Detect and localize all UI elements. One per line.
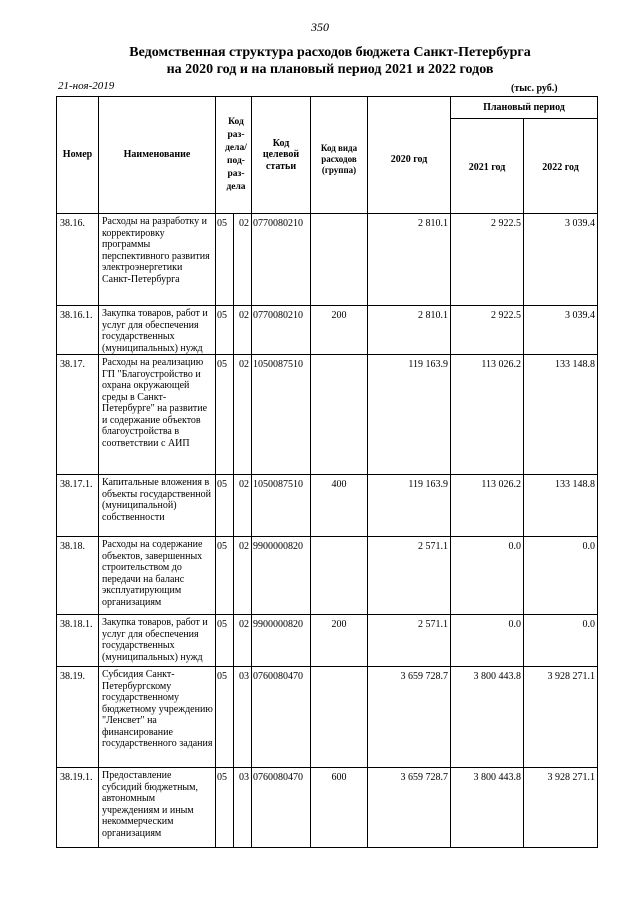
document-date: 21-ноя-2019	[58, 80, 115, 92]
row-number: 38.16.1.	[57, 306, 99, 355]
row-vr	[311, 355, 368, 475]
header-csr: Код целевой статьи	[252, 97, 311, 214]
row-2021: 113 026.2	[451, 355, 524, 475]
row-podrazdel: 02	[234, 355, 252, 475]
row-csr: 0770080210	[252, 214, 311, 306]
row-razdel: 05	[216, 768, 234, 848]
row-2020: 3 659 728.7	[368, 768, 451, 848]
row-vr: 200	[311, 306, 368, 355]
row-number: 38.17.	[57, 355, 99, 475]
row-2022: 3 928 271.1	[524, 768, 598, 848]
table-row	[57, 615, 598, 667]
table-row	[57, 306, 598, 355]
document-title	[60, 44, 600, 78]
row-name: Закупка товаров, работ и услуг для обеспечения государственных (муниципальных) нужд	[99, 615, 216, 667]
row-2020: 2 571.1	[368, 615, 451, 667]
row-csr: 0760080470	[252, 667, 311, 768]
header-2020: 2020 год	[368, 97, 451, 214]
row-name: Капитальные вложения в объекты государственной (муниципальной) собственности	[99, 475, 216, 537]
row-razdel: 05	[216, 475, 234, 537]
row-2021: 2 922.5	[451, 214, 524, 306]
title-line-2: на 2020 год и на плановый период 2021 и 2022 годов	[166, 62, 494, 77]
row-razdel: 05	[216, 355, 234, 475]
row-name: Предоставление субсидий бюджетным, автономным учреждениям и иным некоммерческим организациям	[99, 768, 216, 848]
row-2022: 0.0	[524, 615, 598, 667]
row-2020: 119 163.9	[368, 355, 451, 475]
row-csr: 0760080470	[252, 768, 311, 848]
row-podrazdel: 03	[234, 768, 252, 848]
row-2021: 3 800 443.8	[451, 768, 524, 848]
title-line-1: Ведомственная структура расходов бюджета Санкт-Петербурга	[129, 45, 531, 60]
row-2020: 3 659 728.7	[368, 667, 451, 768]
table-row	[57, 475, 598, 537]
row-2021: 2 922.5	[451, 306, 524, 355]
header-razdel-text: Код раз- дела/ под- раз- дела	[225, 117, 247, 192]
table-row	[57, 768, 598, 848]
row-number: 38.19.1.	[57, 768, 99, 848]
row-name: Закупка товаров, работ и услуг для обеспечения государственных (муниципальных) нужд	[99, 306, 216, 355]
row-vr	[311, 537, 368, 615]
row-podrazdel: 02	[234, 537, 252, 615]
header-2022: 2022 год	[524, 119, 598, 214]
row-2021: 0.0	[451, 615, 524, 667]
row-vr	[311, 667, 368, 768]
row-name: Расходы на разработку и корректировку программы перспективного развития электроэнергетики Санкт-Петербурга	[99, 214, 216, 306]
row-vr: 600	[311, 768, 368, 848]
table-row	[57, 667, 598, 768]
row-number: 38.17.1.	[57, 475, 99, 537]
row-razdel: 05	[216, 667, 234, 768]
header-planned-period: Плановый период	[451, 97, 598, 119]
units-label: (тыс. руб.)	[511, 83, 558, 94]
row-2021: 0.0	[451, 537, 524, 615]
row-podrazdel: 02	[234, 615, 252, 667]
row-razdel: 05	[216, 306, 234, 355]
row-name: Субсидия Санкт-Петербургскому государственному бюджетному учреждению "Ленсвет" на финансирование государственного задания	[99, 667, 216, 768]
row-razdel: 05	[216, 615, 234, 667]
row-2020: 2 571.1	[368, 537, 451, 615]
header-number: Номер	[57, 97, 99, 214]
row-2022: 0.0	[524, 537, 598, 615]
table-row	[57, 355, 598, 475]
row-number: 38.18.1.	[57, 615, 99, 667]
row-name: Расходы на реализацию ГП "Благоустройство и охрана окружающей среды в Санкт-Петербурге" на развитие и содержание объектов благоустройства в соответствии с АИП	[99, 355, 216, 475]
row-2022: 3 039.4	[524, 306, 598, 355]
row-2020: 2 810.1	[368, 214, 451, 306]
header-vr: Код вида расходов (группа)	[311, 97, 368, 214]
row-name: Расходы на содержание объектов, завершенных строительством до передачи на баланс эксплуатирующим организациям	[99, 537, 216, 615]
row-razdel: 05	[216, 537, 234, 615]
row-2021: 113 026.2	[451, 475, 524, 537]
row-razdel: 05	[216, 214, 234, 306]
row-vr: 200	[311, 615, 368, 667]
row-podrazdel: 02	[234, 475, 252, 537]
header-2021: 2021 год	[451, 119, 524, 214]
row-number: 38.18.	[57, 537, 99, 615]
row-csr: 9900000820	[252, 615, 311, 667]
budget-table	[56, 96, 598, 848]
row-2022: 3 039.4	[524, 214, 598, 306]
row-vr	[311, 214, 368, 306]
header-name: Наименование	[99, 97, 216, 214]
row-podrazdel: 02	[234, 214, 252, 306]
row-2020: 119 163.9	[368, 475, 451, 537]
row-2022: 133 148.8	[524, 355, 598, 475]
row-2022: 3 928 271.1	[524, 667, 598, 768]
table-row	[57, 537, 598, 615]
page-number: 350	[311, 20, 329, 34]
row-vr: 400	[311, 475, 368, 537]
row-2021: 3 800 443.8	[451, 667, 524, 768]
row-csr: 0770080210	[252, 306, 311, 355]
row-number: 38.16.	[57, 214, 99, 306]
row-2022: 133 148.8	[524, 475, 598, 537]
row-podrazdel: 03	[234, 667, 252, 768]
row-csr: 1050087510	[252, 475, 311, 537]
row-csr: 9900000820	[252, 537, 311, 615]
table-row	[57, 214, 598, 306]
row-number: 38.19.	[57, 667, 99, 768]
row-podrazdel: 02	[234, 306, 252, 355]
row-csr: 1050087510	[252, 355, 311, 475]
row-2020: 2 810.1	[368, 306, 451, 355]
header-razdel	[216, 97, 252, 214]
